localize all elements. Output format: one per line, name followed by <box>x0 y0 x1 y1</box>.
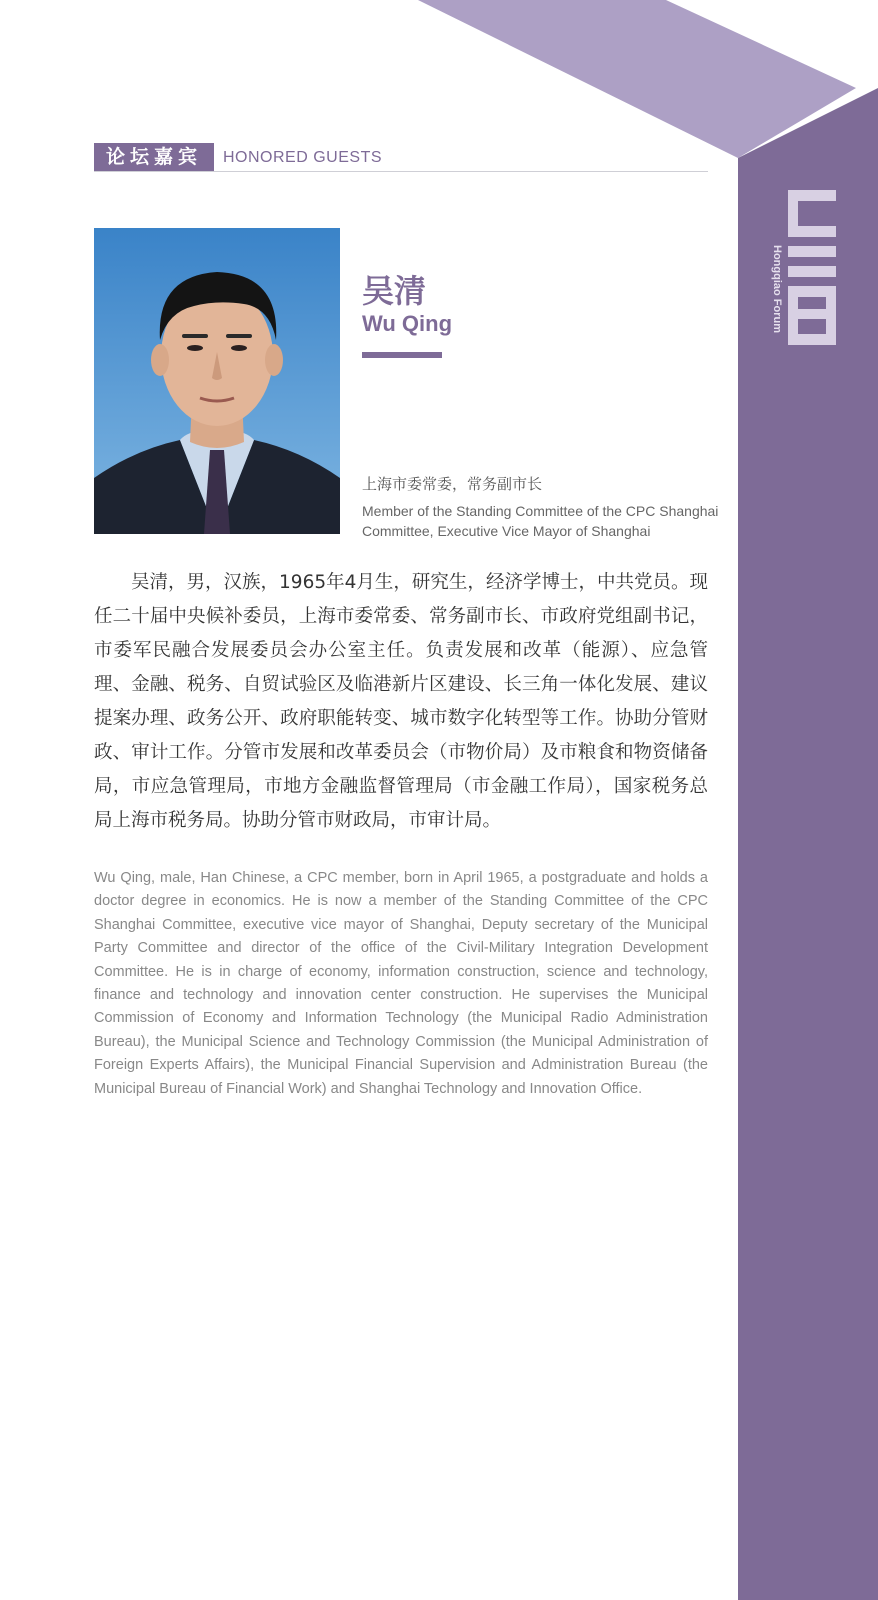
bio-en: Wu Qing, male, Han Chinese, a CPC member, born in April 1965, a postgraduate and holds a doctor degree in economics. He is now a member of the Standing Committee of the CPC Shanghai Committee, executive vice mayor of Shanghai, Deputy secretary of the Municipal Party Committee and director of the office of the Civil-Military Integration Development Committee. He is in charge of economy, information construction, science and technology, finance and technology and innovation center construction. He supervises the Municipal Commission of Economy and Information Technology (the Municipal Radio Administration Bureau), the Municipal Science and Technology Commission (the Municipal Administration of Foreign Experts Affairs), the Municipal Financial Supervision and Administration Bureau (the Municipal Bureau of Financial Work) and Shanghai Technology and Innovation Office. <box>94 870 708 1097</box>
section-header <box>94 143 708 173</box>
name-underline <box>362 352 442 358</box>
guest-name-cn: 吴清 <box>362 272 427 310</box>
ciie-logo <box>784 190 840 345</box>
guest-portrait <box>94 228 340 534</box>
guest-name-en: Wu Qing <box>362 311 453 336</box>
guest-position-en: Member of the Standing Committee of the CPC Shanghai Committee, Executive Vice Mayor of Shanghai <box>362 503 719 539</box>
forum-text: Hongqiao Forum <box>771 245 783 333</box>
header-divider <box>94 171 708 172</box>
section-title-en: HONORED GUESTS <box>223 149 383 166</box>
bio-cn: 吴清，男，汉族，1965年4月生，研究生，经济学博士，中共党员。现任二十届中央候补委员，上海市委常委、常务副市长、市政府党组副书记，市委军民融合发展委员会办公室主任。负责发展和改革（能源）、应急管理、金融、税务、自贸试验区及临港新片区建设、长三角一体化发展、建议提案办理、政务公开、政府职能转变、城市数字化转型等工作。协助分管财政、审计工作。分管市发展和改革委员会（市物价局）及市粮食和物资储备局，市应急管理局，市地方金融监督管理局（市金融工作局），国家税务总局上海市税务局。协助分管市财政局，市审计局。 <box>94 572 708 831</box>
hongqiao-forum-label <box>770 245 784 345</box>
section-title-cn: 论坛嘉宾 <box>94 143 214 171</box>
guest-position-cn: 上海市委常委，常务副市长 <box>362 475 543 493</box>
